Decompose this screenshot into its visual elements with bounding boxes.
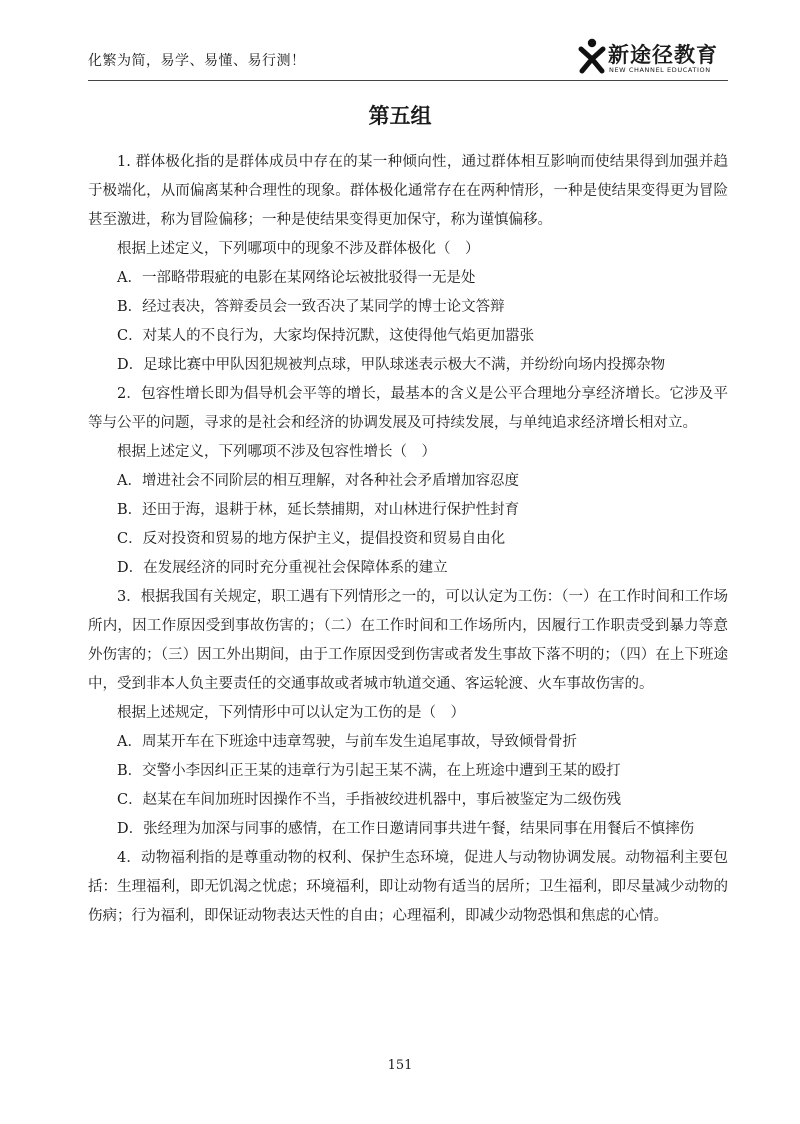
page-number: 151 bbox=[387, 1058, 413, 1073]
brand-name: 新途径教育 bbox=[608, 43, 718, 67]
header-slogan: 化繁为简，易学、易懂、易行测！ bbox=[88, 53, 306, 69]
paragraph-q4-definition: 4．动物福利指的是尊重动物的权利、保护生态环境，促进人与动物协调发展。动物福利主要包括：生理福利，即无饥渴之忧虑；环境福利，即让动物有适当的居所；卫生福利，即尽量减少动物的伤病；行为福利，即保证动物表达天性的自由；心理福利，即减少动物恐惧和焦虑的心情。 bbox=[88, 850, 728, 924]
paragraph-q2-option-a: A．增进社会不同阶层的相互理解，对各种社会矛盾增加容忍度 bbox=[117, 473, 519, 489]
brand-subtitle: NEW CHANNEL EDUCATION bbox=[609, 66, 711, 74]
paragraph-q3-option-b: B．交警小李因纠正王某的违章行为引起王某不满，在上班途中遭到王某的殴打 bbox=[117, 763, 621, 779]
paragraph-q1-option-d: D．足球比赛中甲队因犯规被判点球，甲队球迷表示极大不满，并纷纷向场内投掷杂物 bbox=[117, 357, 666, 373]
paragraph-q3-option-d: D．张经理为加深与同事的感情，在工作日邀请同事共进午餐，结果同事在用餐后不慎摔伤 bbox=[117, 821, 695, 837]
paragraph-q1-option-a: A．一部略带瑕疵的电影在某网络论坛被批驳得一无是处 bbox=[117, 270, 476, 286]
paragraph-q2-definition: 2．包容性增长即为倡导机会平等的增长，最基本的含义是公平合理地分享经济增长。它涉及平等与公平的问题，寻求的是社会和经济的协调发展及可持续发展，与单纯追求经济增长相对立。 bbox=[88, 386, 728, 431]
paragraph-q2-option-c: C．反对投资和贸易的地方保护主义，提倡投资和贸易自由化 bbox=[117, 531, 506, 547]
header-divider bbox=[88, 80, 728, 81]
paragraph-q2-question: 根据上述定义，下列哪项不涉及包容性增长（ ） bbox=[117, 444, 436, 460]
paragraph-q3-option-a: A．周某开车在下班途中违章驾驶，与前车发生追尾事故，导致倾骨骨折 bbox=[117, 734, 577, 750]
paragraph-q3-option-c: C．赵某在车间加班时因操作不当，手指被绞进机器中，事后被鉴定为二级伤残 bbox=[117, 792, 622, 808]
paragraph-q1-option-b: B．经过表决，答辩委员会一致否决了某同学的博士论文答辩 bbox=[117, 299, 505, 315]
brand-logo bbox=[578, 38, 728, 78]
paragraph-q2-option-b: B．还田于海，退耕于林，延长禁捕期，对山林进行保护性封育 bbox=[117, 502, 520, 518]
document-body bbox=[88, 148, 728, 931]
page-title: 第五组 bbox=[368, 104, 432, 128]
x-person-logo-icon bbox=[578, 38, 606, 74]
paragraph-q1-definition: 1. 群体极化指的是群体成员中存在的某一种倾向性，通过群体相互影响而使结果得到加强并趋于极端化，从而偏离某种合理性的现象。群体极化通常存在在两种情形，一种是使结果变得更为冒险甚至激进，称为冒险偏移；一种是使结果变得更加保守，称为谨慎偏移。 bbox=[88, 154, 728, 228]
paragraph-q3-question: 根据上述规定，下列情形中可以认定为工伤的是（ ） bbox=[117, 705, 465, 721]
page-header bbox=[88, 34, 728, 80]
paragraph-q1-option-c: C．对某人的不良行为，大家均保持沉默，这使得他气焰更加嚣张 bbox=[117, 328, 535, 344]
paragraph-q2-option-d: D．在发展经济的同时充分重视社会保障体系的建立 bbox=[117, 560, 448, 576]
paragraph-q3-definition: 3．根据我国有关规定，职工遇有下列情形之一的，可以认定为工伤：（一）在工作时间和工作场所内，因工作原因受到事故伤害的；（二）在工作时间和工作场所内，因履行工作职责受到暴力等意外伤害的；（三）因工外出期间，由于工作原因受到伤害或者发生事故下落不明的；（四）在上下班途中，受到非本人负主要责任的交通事故或者城市轨道交通、客运轮渡、火车事故伤害的。 bbox=[88, 589, 728, 692]
paragraph-q1-question: 根据上述定义，下列哪项中的现象不涉及群体极化（ ） bbox=[117, 241, 480, 257]
